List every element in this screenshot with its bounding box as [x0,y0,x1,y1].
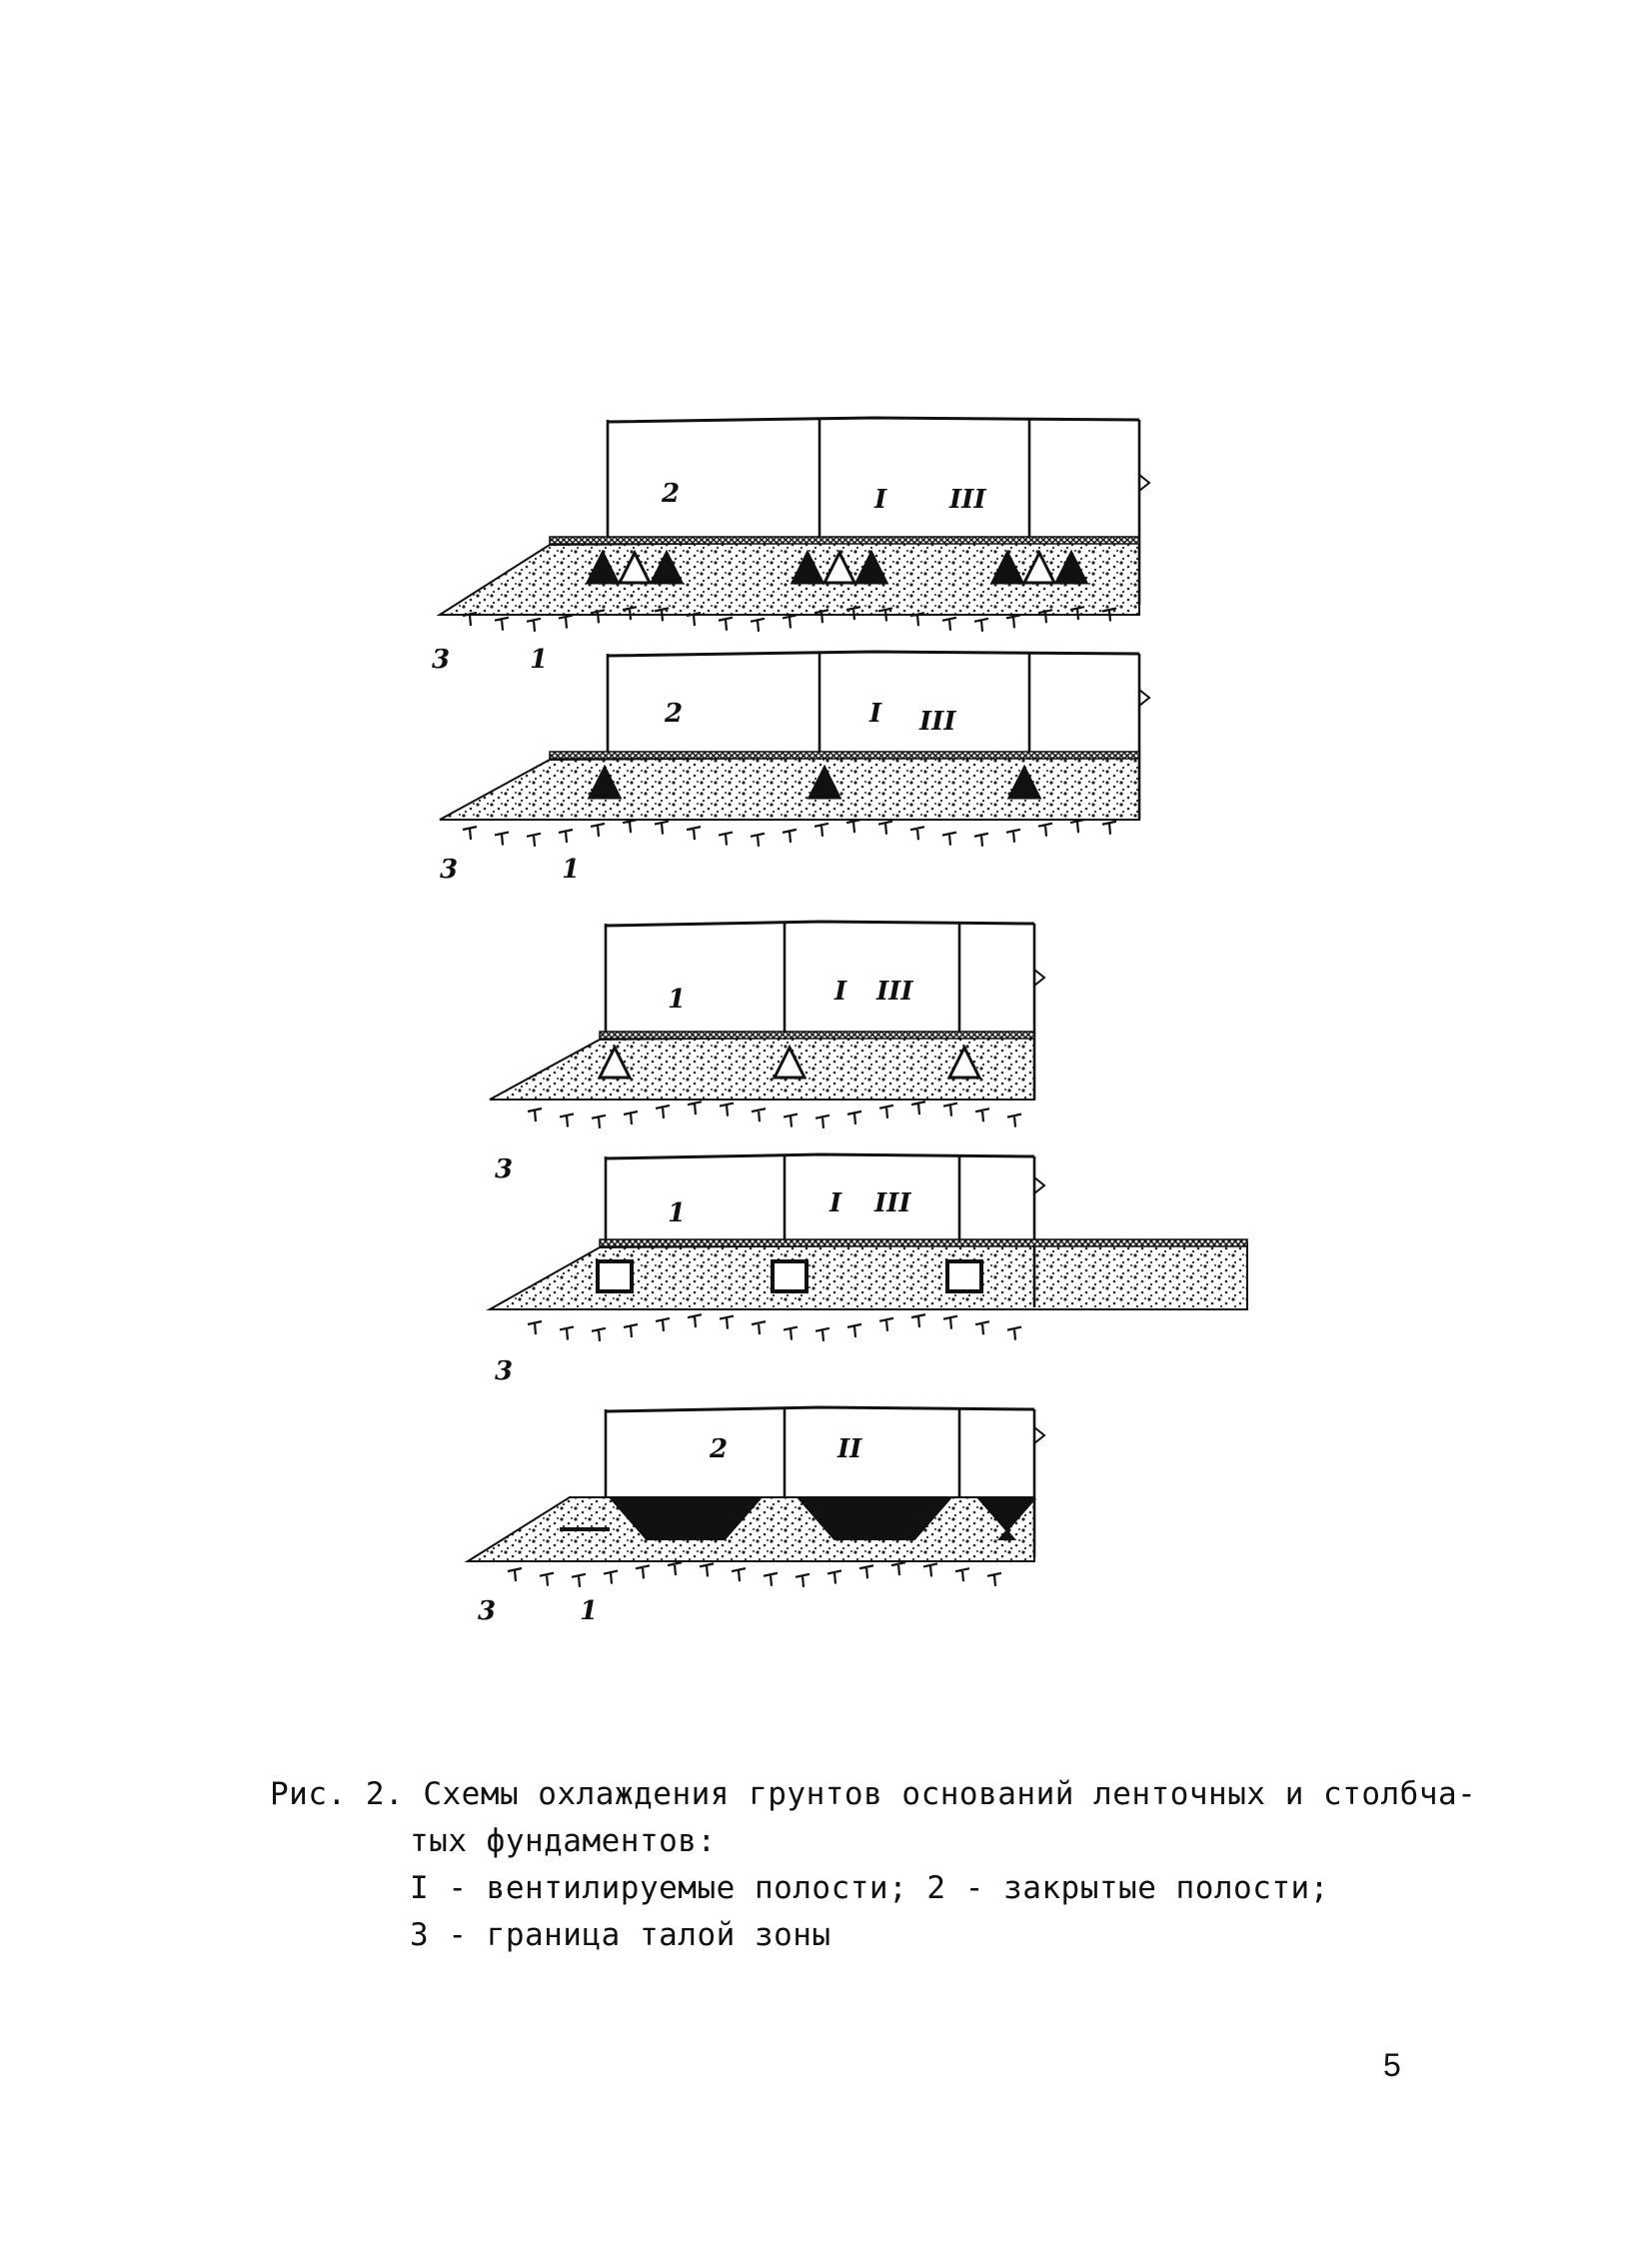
floor-slab [550,752,1139,759]
label-III: III [876,977,913,1007]
floor-slab [600,1032,1034,1039]
break-mark [1034,1427,1044,1443]
break-mark [1139,475,1149,491]
label-I: I [869,699,882,729]
label-2: 2 [662,479,681,509]
label-3: 3 [440,855,459,885]
thaw-boundary-ticks [463,820,1116,847]
break-mark [1139,690,1149,706]
label-III: III [919,707,956,737]
label-3: 3 [495,1356,514,1386]
label-I: I [874,485,887,515]
label-1: 1 [562,855,581,885]
caption-line-4: 3 - граница талой зоны [410,1917,831,1953]
floor-slab [600,1239,1247,1246]
thaw-boundary-ticks [528,1314,1021,1341]
label-1: 1 [530,645,549,675]
label-III: III [874,1188,911,1218]
cavity-square [947,1261,981,1291]
caption-line-2: тых фундаментов: [410,1823,717,1859]
label-1: 1 [668,1198,687,1228]
caption-prefix: Рис. 2. [270,1776,405,1812]
building-roof-line [608,652,1139,656]
cavity-square [598,1261,632,1291]
soil-fill [490,1036,1034,1100]
cavity-square [773,1261,807,1291]
panel-1-scheme [432,418,1149,675]
label-I: I [829,1188,842,1218]
building-roof-line [606,922,1034,926]
label-I: I [834,977,847,1007]
thaw-boundary-ticks [508,1562,1001,1587]
break-mark [1034,1177,1044,1193]
label-3: 3 [478,1596,497,1626]
panel-4-scheme [490,1154,1247,1386]
page-number: 5 [1383,2047,1401,2083]
label-2: 2 [665,699,684,729]
building-roof-line [606,1407,1034,1411]
label-III: III [949,485,986,515]
label-1: 1 [668,985,687,1015]
figure-caption [270,1771,1477,1959]
thaw-boundary-ticks [528,1102,1021,1128]
panel-2-scheme [440,652,1149,885]
label-3: 3 [432,645,451,675]
label-II: II [837,1434,862,1464]
building-roof-line [606,1154,1034,1158]
caption-line-3: I - вентилируемые полости; 2 - закрытые полости; [410,1870,1329,1906]
label-3: 3 [495,1154,514,1184]
building-roof-line [608,418,1139,422]
floor-slab [550,537,1139,544]
break-mark [1034,970,1044,986]
label-2: 2 [710,1434,729,1464]
label-1: 1 [580,1596,599,1626]
panel-5-scheme [468,1407,1044,1626]
caption-line-1: Схемы охлаждения грунтов оснований ленточных и столбча- [423,1776,1477,1812]
panel-3-scheme [490,922,1044,1184]
